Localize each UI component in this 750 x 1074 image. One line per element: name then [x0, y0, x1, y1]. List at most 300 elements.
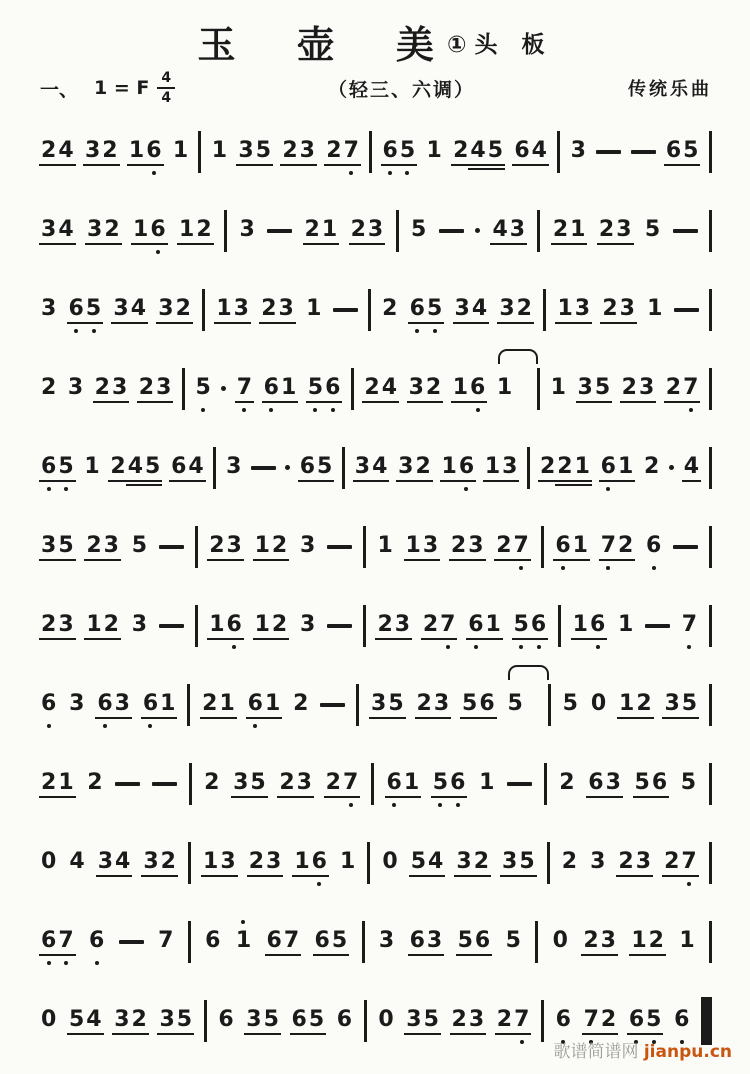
- octave-dot-low: [317, 882, 321, 886]
- note-group: [304, 218, 339, 242]
- octave-dot-low: [606, 487, 610, 491]
- note-group: [291, 1008, 326, 1032]
- note: 2: [41, 138, 57, 164]
- octave-dot-low: [92, 329, 96, 333]
- note: 3: [296, 770, 312, 796]
- note: 1: [254, 612, 270, 638]
- note-group: [583, 1008, 618, 1032]
- octave-dot-low: [269, 408, 273, 412]
- note: 6: [382, 139, 399, 163]
- note-group: [644, 218, 661, 242]
- note: 6: [218, 1007, 234, 1033]
- note: 2: [104, 217, 120, 243]
- note-group: [491, 218, 526, 242]
- music-line: [0, 823, 750, 902]
- note: 3: [299, 533, 316, 559]
- note: 1: [209, 612, 225, 638]
- duration-dash: [119, 940, 144, 944]
- note: 1: [203, 849, 219, 875]
- note: 1: [452, 375, 469, 401]
- note-group: [461, 692, 496, 716]
- octave-dot-low: [537, 645, 541, 649]
- barline: [537, 368, 540, 410]
- barline: [188, 842, 191, 884]
- note: 1: [235, 929, 252, 953]
- note: 1: [405, 533, 421, 559]
- augmentation-dot: [475, 228, 480, 233]
- note: 5: [331, 928, 348, 954]
- note: 3: [590, 849, 606, 875]
- note: 3: [502, 454, 518, 480]
- note: 2: [451, 1007, 467, 1033]
- note: 2: [559, 770, 575, 796]
- note: 1: [264, 691, 281, 717]
- note: 1: [340, 849, 356, 875]
- note: 2: [304, 217, 320, 243]
- note: 3: [114, 691, 130, 717]
- note-group: [85, 613, 120, 637]
- barline: [709, 921, 712, 963]
- note-group: [600, 455, 635, 479]
- barline: [558, 605, 561, 647]
- note: 5: [410, 217, 427, 243]
- note: 2: [450, 533, 467, 559]
- note: 5: [68, 1007, 85, 1033]
- note-group: [663, 850, 698, 874]
- note: 2: [618, 849, 634, 875]
- note: 4: [470, 138, 486, 164]
- note: 3: [354, 454, 371, 480]
- note: 5: [462, 691, 478, 717]
- tie-group: [506, 684, 550, 726]
- note: 7: [343, 139, 360, 163]
- note: 6: [651, 770, 668, 796]
- note: 1: [219, 691, 235, 717]
- note: 1: [294, 849, 310, 875]
- note: 1: [216, 296, 232, 322]
- music-line: [0, 428, 750, 507]
- note-group: [422, 613, 457, 637]
- octave-dot-low: [349, 171, 353, 175]
- note: 5: [683, 138, 699, 164]
- note: 3: [454, 296, 470, 322]
- note: 3: [84, 138, 101, 164]
- barline: [709, 605, 712, 647]
- note-group: [157, 297, 192, 321]
- note-group: [194, 376, 211, 400]
- note-group: [496, 1008, 531, 1032]
- note: 1: [557, 296, 573, 322]
- note: 2: [516, 296, 532, 322]
- duration-dash: [327, 624, 352, 628]
- note: 0: [378, 1007, 394, 1033]
- meter-numerator: 4: [157, 71, 175, 89]
- octave-dot-low: [456, 803, 460, 807]
- barline: [709, 684, 712, 726]
- note: 2: [425, 375, 442, 401]
- octave-dot-low: [95, 961, 99, 965]
- note-group: [457, 929, 492, 953]
- note: 5: [85, 297, 102, 321]
- note-group: [292, 692, 309, 716]
- note-group: [452, 139, 504, 163]
- octave-dot-low: [689, 408, 693, 412]
- note: 2: [103, 612, 119, 638]
- note: 7: [583, 1008, 600, 1032]
- note-group: [235, 929, 252, 953]
- octave-dot-low: [446, 645, 450, 649]
- note-group: [496, 376, 513, 400]
- note-group: [278, 771, 313, 795]
- note: 5: [145, 454, 161, 480]
- note: 2: [557, 454, 573, 480]
- note: 2: [496, 533, 512, 559]
- note: 3: [97, 849, 113, 875]
- note: 2: [326, 138, 342, 164]
- barline: [709, 763, 712, 805]
- note: 2: [621, 375, 637, 401]
- note: 6: [40, 455, 57, 479]
- note: 3: [113, 296, 129, 322]
- note: 3: [220, 849, 236, 875]
- note-group: [410, 850, 445, 874]
- note-group: [425, 139, 442, 163]
- barline: [548, 684, 551, 726]
- note-group: [452, 376, 487, 400]
- note-group: [40, 218, 75, 242]
- note-group: [405, 534, 440, 558]
- note: 2: [364, 375, 380, 401]
- note: 0: [552, 928, 568, 954]
- octave-dot-low: [415, 329, 419, 333]
- note: 2: [598, 217, 615, 243]
- note-group: [381, 297, 398, 321]
- note: 2: [204, 770, 220, 796]
- note: 2: [583, 928, 599, 954]
- note: 1: [172, 138, 189, 164]
- note: 2: [473, 849, 489, 875]
- note: 3: [233, 296, 249, 322]
- note: 2: [293, 691, 309, 717]
- octave-dot-low: [652, 566, 656, 570]
- meter-denominator: 4: [161, 90, 172, 106]
- octave-dot-low: [64, 961, 68, 965]
- note-group: [299, 534, 316, 558]
- note-group: [617, 850, 652, 874]
- note-group: [260, 297, 295, 321]
- note: 5: [131, 533, 148, 559]
- tuning-label: （轻三、六调）: [328, 78, 476, 101]
- barline: [371, 763, 374, 805]
- note-group: [513, 613, 548, 637]
- note: 5: [423, 1007, 439, 1033]
- note-group: [590, 692, 607, 716]
- note-group: [643, 455, 660, 479]
- note: 2: [325, 770, 341, 796]
- duration-dash: [159, 624, 184, 628]
- duration-dash: [645, 624, 670, 628]
- note-group: [178, 218, 213, 242]
- note: 3: [509, 217, 526, 243]
- note-group: [142, 850, 177, 874]
- music-line: [0, 586, 750, 665]
- note-group: [299, 613, 316, 637]
- note: 5: [645, 1008, 662, 1032]
- augmentation-dot: [669, 465, 674, 470]
- note: 1: [647, 296, 663, 322]
- note: 3: [41, 296, 57, 322]
- note-group: [376, 613, 411, 637]
- note: 3: [226, 533, 242, 559]
- note: 7: [681, 613, 698, 637]
- note-group: [237, 139, 272, 163]
- note: 3: [41, 217, 57, 243]
- barline: [709, 368, 712, 410]
- note-group: [299, 455, 334, 479]
- note-group: [138, 376, 173, 400]
- note: 2: [552, 217, 569, 243]
- note: 5: [681, 691, 698, 717]
- note: 6: [409, 297, 426, 321]
- note-group: [621, 376, 656, 400]
- note: 6: [299, 454, 315, 480]
- note: 5: [410, 849, 427, 875]
- note: 2: [496, 1007, 513, 1033]
- note: 5: [680, 770, 697, 796]
- note: 2: [271, 533, 288, 559]
- note: 6: [311, 850, 328, 874]
- note: 1: [572, 533, 588, 559]
- note-group: [600, 534, 635, 558]
- note-group: [236, 376, 253, 400]
- note-group: [40, 534, 75, 558]
- note: 7: [680, 850, 697, 874]
- note: 5: [634, 770, 650, 796]
- note: 3: [574, 296, 591, 322]
- octave-dot-low: [464, 487, 468, 491]
- note-group: [203, 771, 220, 795]
- note-group: [132, 218, 167, 242]
- octave-dot-low: [519, 566, 523, 570]
- note: 2: [636, 691, 652, 717]
- barline: [709, 447, 712, 489]
- note-group: [40, 613, 75, 637]
- note: 3: [499, 296, 515, 322]
- key-signature: 1 = F $\frac{4}{4}$: [94, 71, 175, 105]
- note: 1: [572, 612, 588, 638]
- note: 3: [577, 375, 593, 401]
- note-group: [495, 534, 530, 558]
- duration-dash: [333, 308, 358, 312]
- duration-dash: [159, 545, 184, 549]
- note: 2: [175, 296, 191, 322]
- key-meter-block: [40, 71, 175, 105]
- note-group: [225, 455, 242, 479]
- note: 6: [263, 376, 280, 400]
- note: 4: [130, 296, 147, 322]
- note: 7: [236, 376, 253, 400]
- octave-dot-high: [241, 920, 245, 924]
- note: 5: [399, 139, 416, 163]
- note-group: [84, 139, 119, 163]
- music-notation: [0, 112, 750, 1060]
- note: 1: [550, 375, 566, 401]
- note-group: [88, 929, 105, 953]
- note: 6: [479, 691, 495, 717]
- note: 1: [84, 454, 100, 480]
- barline: [198, 131, 201, 173]
- note: 7: [600, 534, 617, 558]
- octave-dot-low: [64, 487, 68, 491]
- note-group: [157, 929, 174, 953]
- octave-dot-low: [47, 487, 51, 491]
- note: 3: [367, 217, 384, 243]
- note: 1: [617, 454, 634, 480]
- note-group: [336, 1008, 353, 1032]
- octave-dot-low: [156, 250, 160, 254]
- note: 3: [131, 612, 148, 638]
- note-group: [113, 1008, 148, 1032]
- note-group: [381, 850, 398, 874]
- note: 3: [87, 217, 103, 243]
- note-group: [416, 692, 451, 716]
- note: 7: [682, 376, 699, 400]
- duration-dash: [507, 782, 532, 786]
- barline: [204, 1000, 207, 1042]
- note: 2: [94, 375, 110, 401]
- note: 1: [128, 138, 145, 164]
- duration-dash: [673, 545, 698, 549]
- note-group: [409, 929, 444, 953]
- note-group: [451, 1008, 486, 1032]
- note: 6: [205, 928, 221, 954]
- note: 2: [422, 612, 439, 638]
- note-group: [555, 1008, 572, 1032]
- note-group: [598, 218, 633, 242]
- note: 2: [279, 770, 295, 796]
- note: 3: [41, 533, 57, 559]
- barline: [369, 131, 372, 173]
- music-line: [0, 744, 750, 823]
- note: 6: [142, 692, 159, 716]
- duration-dash: [674, 308, 699, 312]
- note: 7: [513, 1008, 530, 1032]
- note: 3: [502, 849, 518, 875]
- note: 2: [664, 849, 680, 875]
- note: 1: [321, 217, 338, 243]
- note-group: [112, 297, 147, 321]
- note-group: [376, 534, 393, 558]
- barline: [187, 684, 190, 726]
- note-group: [370, 692, 405, 716]
- barline: [709, 842, 712, 884]
- note-group: [68, 850, 85, 874]
- note: 5: [432, 771, 449, 795]
- note-group: [208, 613, 243, 637]
- note: 2: [561, 849, 578, 875]
- note: 6: [171, 454, 187, 480]
- watermark: [553, 1037, 732, 1062]
- note: 2: [271, 612, 288, 638]
- note: 6: [149, 218, 166, 242]
- note-group: [40, 771, 75, 795]
- note-group: [450, 534, 485, 558]
- note: 4: [58, 138, 74, 164]
- note: 3: [378, 928, 395, 954]
- barline: [202, 289, 205, 331]
- note-group: [325, 771, 360, 795]
- duration-dash: [152, 782, 177, 786]
- octave-dot-low: [474, 645, 478, 649]
- note: 3: [433, 691, 450, 717]
- note-group: [628, 1008, 663, 1032]
- barline: [367, 842, 370, 884]
- octave-dot-low: [392, 803, 396, 807]
- note: 3: [422, 533, 439, 559]
- barline: [356, 684, 359, 726]
- note: 2: [282, 138, 298, 164]
- octave-dot-low: [476, 408, 480, 412]
- note-group: [562, 692, 579, 716]
- note: 1: [133, 217, 149, 243]
- note-group: [601, 297, 636, 321]
- note-group: [630, 929, 665, 953]
- note: 6: [555, 1008, 572, 1032]
- note: 6: [145, 139, 162, 163]
- note: 5: [307, 376, 324, 400]
- note-group: [97, 850, 132, 874]
- note: 3: [156, 375, 172, 401]
- note-group: [158, 1008, 193, 1032]
- music-line: [0, 349, 750, 428]
- note: 3: [239, 217, 255, 243]
- note: 3: [266, 849, 282, 875]
- note: 6: [40, 929, 57, 953]
- note-group: [202, 850, 237, 874]
- composer-label: 传统乐曲: [627, 79, 712, 100]
- note: 3: [111, 375, 128, 401]
- note: 1: [306, 296, 322, 322]
- note: 6: [88, 929, 105, 953]
- note: 5: [388, 691, 404, 717]
- note: 3: [468, 533, 484, 559]
- octave-dot-low: [438, 803, 442, 807]
- note-group: [83, 455, 100, 479]
- octave-dot-low: [687, 882, 691, 886]
- octave-dot-low: [561, 566, 565, 570]
- note: 5: [255, 138, 271, 164]
- note-group: [217, 1008, 234, 1032]
- note-group: [248, 850, 283, 874]
- music-line: [0, 902, 750, 981]
- note: 3: [67, 375, 84, 401]
- note: 7: [439, 613, 456, 637]
- note: 6: [665, 138, 682, 164]
- octave-dot-low: [687, 645, 691, 649]
- note: 2: [415, 454, 431, 480]
- note-group: [409, 297, 444, 321]
- note-group: [556, 297, 591, 321]
- duration-dash: [596, 150, 621, 154]
- music-line: [0, 191, 750, 270]
- note: 5: [644, 217, 661, 243]
- note-group: [408, 376, 443, 400]
- note-group: [170, 455, 205, 479]
- note: 5: [58, 533, 74, 559]
- note: 2: [261, 296, 277, 322]
- note: 3: [408, 375, 424, 401]
- note: 2: [539, 454, 556, 480]
